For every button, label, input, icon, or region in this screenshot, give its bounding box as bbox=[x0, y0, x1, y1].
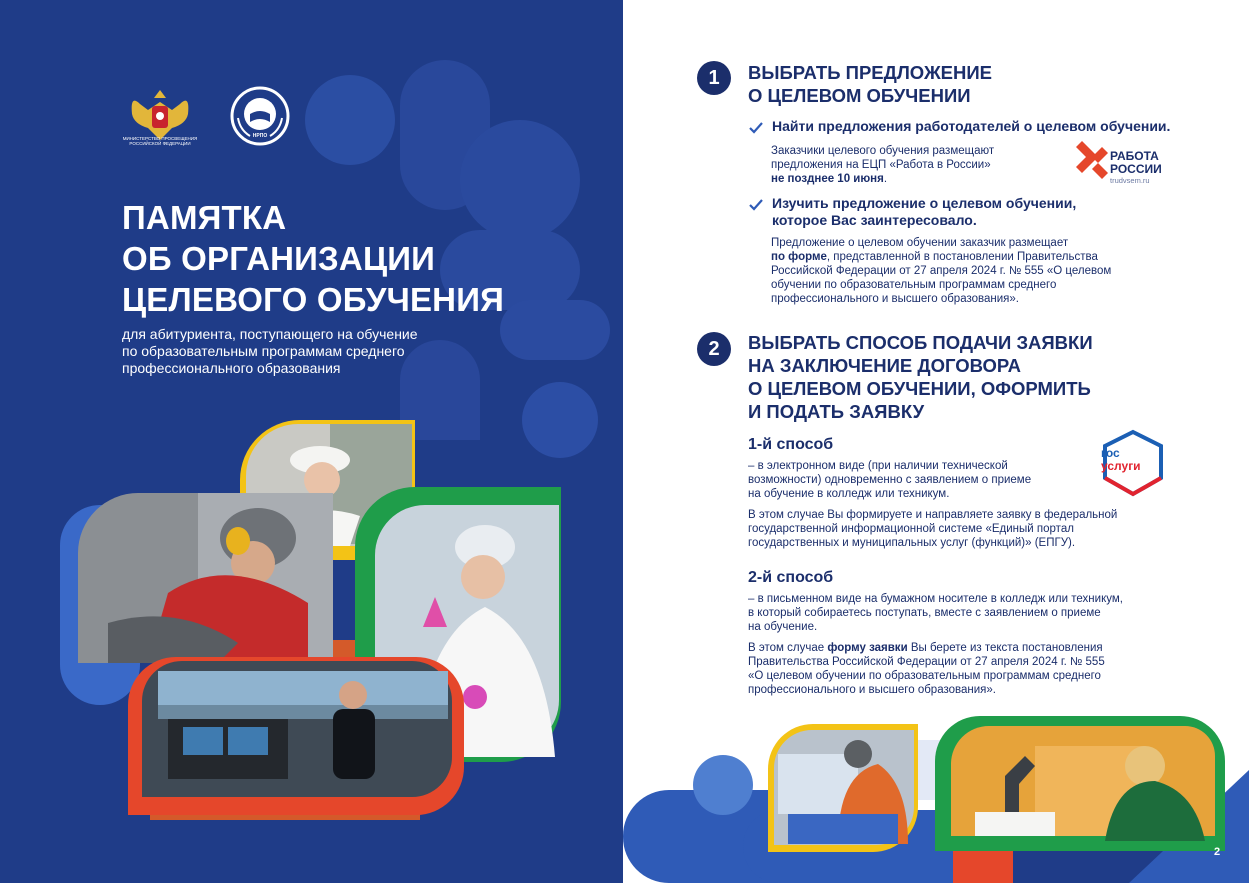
method-1-description bbox=[748, 459, 1031, 501]
form-emphasis: по форме bbox=[771, 251, 827, 263]
title-line: ОБ ОРГАНИЗАЦИИ bbox=[122, 240, 436, 277]
photo-ship-simulator bbox=[128, 657, 464, 815]
photo-welder bbox=[768, 724, 918, 852]
title-line: ЦЕЛЕВОГО ОБУЧЕНИЯ bbox=[122, 281, 505, 318]
body-line: государственной информационной системе «Единый портал bbox=[748, 523, 1074, 535]
body-line: Предложение о целевом обучении заказчик размещает bbox=[771, 237, 1069, 249]
item-heading-line: Изучить предложение о целевом обучении, bbox=[772, 195, 1077, 211]
method-2-note bbox=[748, 641, 1105, 697]
step-2-title bbox=[748, 331, 1093, 423]
subtitle-line: по образовательным программам среднего bbox=[122, 343, 405, 359]
body-line-rest: , представленной в постановлении Правительства bbox=[826, 251, 1098, 263]
step-title-line: ВЫБРАТЬ СПОСОБ ПОДАЧИ ЗАЯВКИ bbox=[748, 332, 1093, 353]
body-line: предложения на ЕЦП «Работа в России» bbox=[771, 159, 991, 171]
method-2-description bbox=[748, 592, 1123, 634]
method-1-title: 1-й способ bbox=[748, 436, 834, 453]
body-line: возможности) одновременно с заявлением о приеме bbox=[748, 474, 1032, 486]
step-2-number: 2 bbox=[697, 332, 731, 366]
form-emphasis: форму заявки bbox=[827, 642, 908, 654]
photo-microscope bbox=[935, 716, 1225, 851]
body-line: «О целевом обучении по образовательным программам среднего bbox=[748, 670, 1101, 682]
body-line: государственных и муниципальных услуг (функций)» (ЕПГУ). bbox=[748, 537, 1076, 549]
body-line: на обучение. bbox=[748, 621, 818, 633]
step-title-line: И ПОДАТЬ ЗАЯВКУ bbox=[748, 401, 925, 422]
body-line: в который собираетесь поступать, вместе с заявлением о приеме bbox=[748, 607, 1101, 619]
rabota-rossii-url: trudvsem.ru bbox=[1110, 176, 1150, 185]
body-line: профессионального и высшего образования». bbox=[748, 684, 996, 696]
logo-line: РОССИИ bbox=[1110, 162, 1162, 176]
body-line-start: В этом случае bbox=[748, 642, 828, 654]
body-line: Российской Федерации от 27 апреля 2024 г. № 555 «О целевом bbox=[771, 265, 1112, 277]
rabota-rossii-wordmark bbox=[1110, 150, 1162, 176]
checkmark-icon bbox=[749, 198, 763, 212]
photo-worker bbox=[78, 493, 333, 663]
cover-page bbox=[0, 0, 623, 883]
item-heading-line: которое Вас заинтересовало. bbox=[772, 212, 977, 228]
checkmark-icon bbox=[749, 121, 763, 135]
body-line: – в электронном виде (при наличии технической bbox=[748, 460, 1008, 472]
step-title-line: О ЦЕЛЕВОМ ОБУЧЕНИИ bbox=[748, 85, 971, 106]
subtitle-line: для абитуриента, поступающего на обучение bbox=[122, 326, 418, 342]
step-1-item-2 bbox=[749, 195, 1076, 229]
body-line: В этом случае Вы формируете и направляете заявку в федеральной bbox=[748, 509, 1118, 521]
subtitle-line: профессионального образования bbox=[122, 360, 341, 376]
method-1-note bbox=[748, 508, 1117, 550]
deadline-text: не позднее 10 июня bbox=[771, 173, 884, 185]
logo-line: услуги bbox=[1101, 459, 1141, 473]
body-line: Заказчики целевого обучения размещают bbox=[771, 145, 995, 157]
step-1-item-2-body bbox=[771, 236, 1111, 306]
logo-line: гос bbox=[1101, 446, 1120, 460]
step-1-item-1 bbox=[749, 118, 1170, 135]
body-line: обучении по образовательным программам среднего bbox=[771, 279, 1057, 291]
gosuslugi-wordmark bbox=[1101, 447, 1161, 473]
logo-line: РАБОТА bbox=[1110, 149, 1159, 163]
ministry-caption: МИНИСТЕРСТВО ПРОСВЕЩЕНИЯ РОССИЙСКОЙ ФЕДЕРАЦИИ bbox=[122, 136, 198, 146]
item-heading: Найти предложения работодателей о целевом обучении. bbox=[772, 118, 1171, 134]
document-subtitle bbox=[122, 326, 482, 377]
step-1-title bbox=[748, 61, 992, 107]
step-1-item-1-body bbox=[771, 144, 994, 186]
body-line: на обучение в колледж или техникум. bbox=[748, 488, 950, 500]
body-punctuation: . bbox=[883, 173, 888, 185]
step-1-number: 1 bbox=[697, 61, 731, 95]
body-line: – в письменном виде на бумажном носителе в колледж или техникум, bbox=[748, 593, 1123, 605]
title-line: ПАМЯТКА bbox=[122, 199, 287, 236]
step-title-line: ВЫБРАТЬ ПРЕДЛОЖЕНИЕ bbox=[748, 62, 992, 83]
body-line: профессионального и высшего образования». bbox=[771, 293, 1019, 305]
body-line-rest: Вы берете из текста постановления bbox=[907, 642, 1103, 654]
method-2-title: 2-й способ bbox=[748, 569, 834, 586]
step-title-line: НА ЗАКЛЮЧЕНИЕ ДОГОВОРА bbox=[748, 355, 1021, 376]
document-title bbox=[122, 197, 582, 320]
content-page bbox=[623, 0, 1249, 883]
step-title-line: О ЦЕЛЕВОМ ОБУЧЕНИИ, ОФОРМИТЬ bbox=[748, 378, 1091, 399]
page-number: 2 bbox=[1214, 846, 1221, 858]
npo-label: НРПО bbox=[252, 133, 268, 139]
body-line: Правительства Российской Федерации от 27 апреля 2024 г. № 555 bbox=[748, 656, 1105, 668]
